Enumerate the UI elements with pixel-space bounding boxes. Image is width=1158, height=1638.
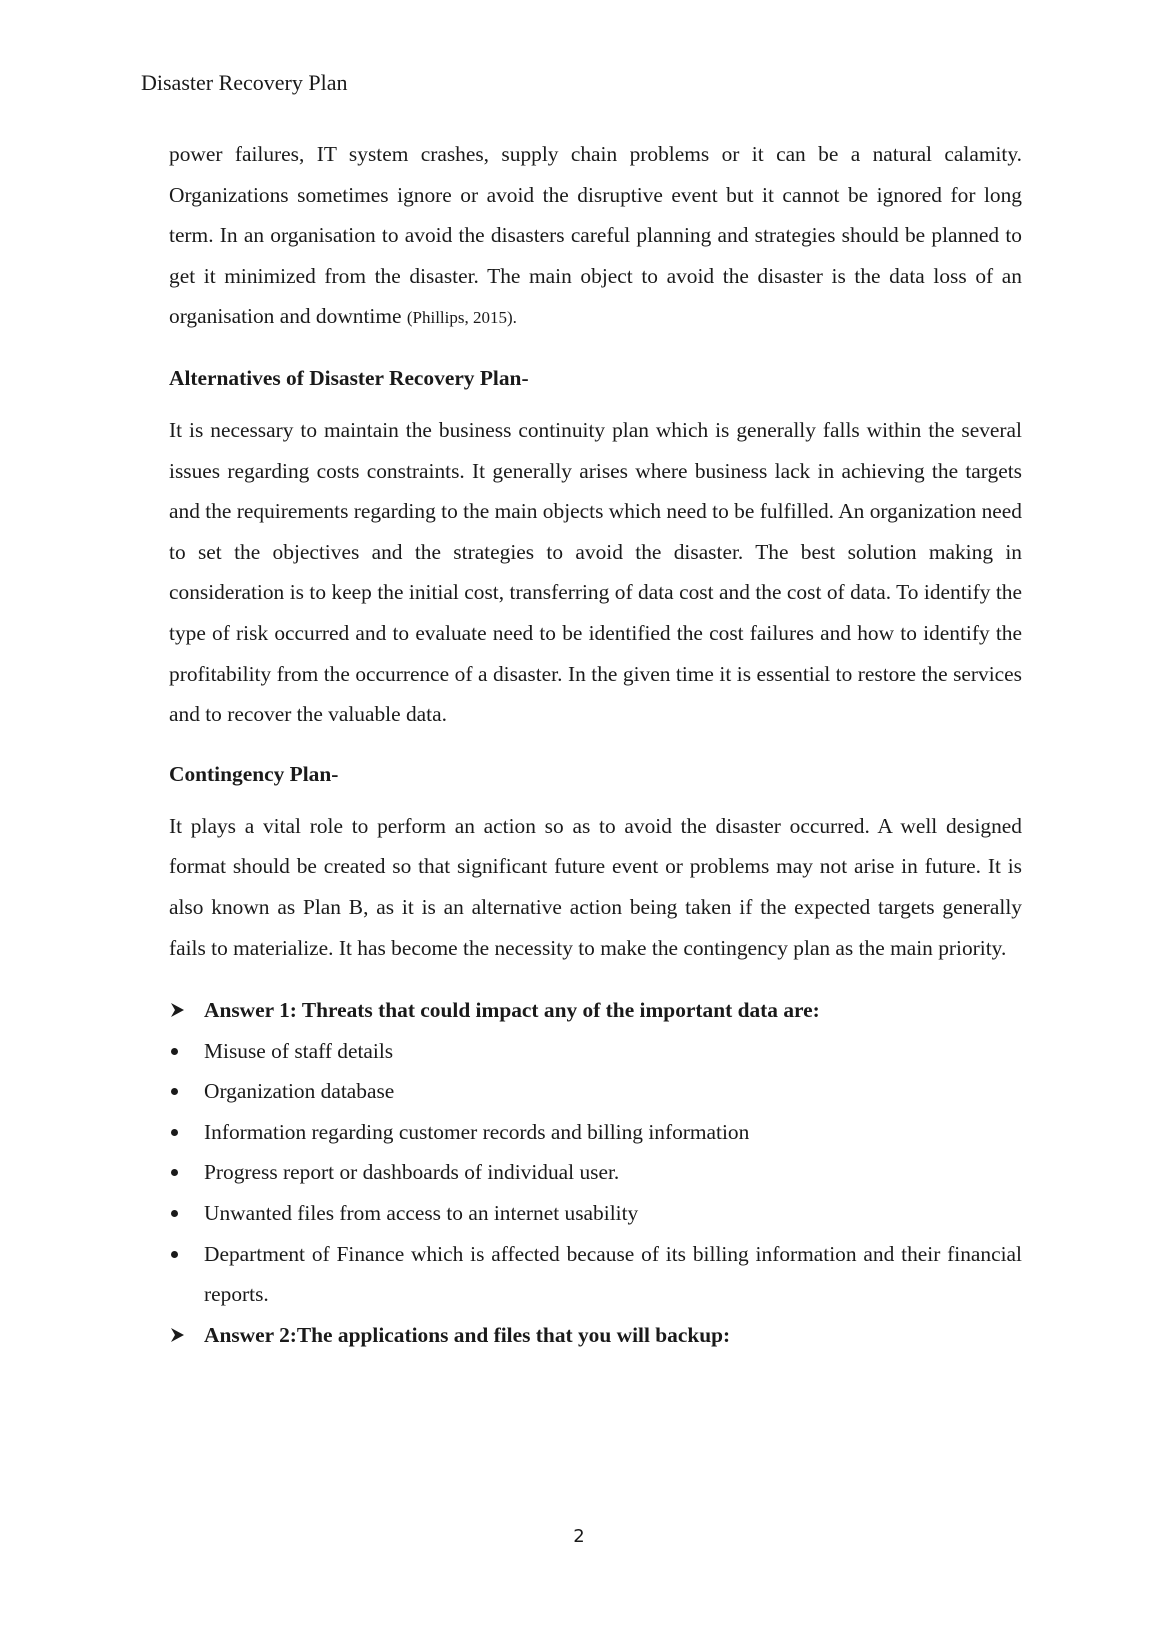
running-header: Disaster Recovery Plan — [141, 70, 348, 95]
list-item: Information regarding customer records and billing information — [169, 1112, 1022, 1153]
answer-2-heading: Answer 2:The applications and files that you will backup: — [169, 1315, 1022, 1356]
page-number: 2 — [573, 1526, 585, 1547]
list-item: Organization database — [169, 1071, 1022, 1112]
bullet-icon — [171, 1169, 178, 1176]
bullet-icon — [171, 1251, 178, 1258]
list-item: Progress report or dashboards of individual user. — [169, 1152, 1022, 1193]
contingency-heading: Contingency Plan- — [169, 761, 339, 786]
list-item: Unwanted files from access to an internet usability — [169, 1193, 1022, 1234]
intro-paragraph — [169, 134, 1022, 339]
bullet-icon — [171, 1088, 178, 1095]
alternatives-paragraph: It is necessary to maintain the business continuity plan which is generally falls within the several issues regarding costs constraints. It generally arises where business lack in achieving the targets and the requirements regarding to the main objects which need to be fulfilled. An organization need to set the objectives and the strategies to avoid the disaster. The best solution making in consideration is to keep the initial cost, transferring of data cost and the cost of data. To identify the type of risk occurred and to evaluate need to be identified the cost failures and how to identify the profitability from the occurrence of a disaster. In the given time it is essential to restore the services and to recover the valuable data. — [169, 417, 1022, 727]
intro-citation: (Phillips, 2015). — [406, 308, 517, 328]
bullet-icon — [171, 1129, 178, 1136]
answer-list — [169, 990, 1022, 1355]
list-item: Misuse of staff details — [169, 1031, 1022, 1072]
list-item: Department of Finance which is affected because of its billing information and their financial reports. — [169, 1234, 1022, 1315]
intro-text: power failures, IT system crashes, supply chain problems or it can be a natural calamity. Organizations sometimes ignore or avoid the disruptive event but it cannot be ignored for long term. In an organisation to avoid the disasters careful planning and strategies should be planned to get it minimized from the disaster. The main object to avoid the disaster is the data loss of an organisation and downtime — [169, 142, 1022, 329]
alternatives-heading: Alternatives of Disaster Recovery Plan- — [169, 365, 529, 390]
document-body — [169, 134, 1022, 1355]
bullet-icon — [171, 1048, 178, 1055]
bullet-icon — [171, 1210, 178, 1217]
arrowhead-bullet-icon — [169, 1327, 185, 1343]
contingency-paragraph: It plays a vital role to perform an action so as to avoid the disaster occurred. A well designed format should be created so that significant future event or problems may not arise in future. It is also known as Plan B, as it is an alternative action being taken if the expected targets generally fails to materialize. It has become the necessity to make the contingency plan as the main priority. — [169, 813, 1022, 960]
arrowhead-bullet-icon — [169, 1002, 185, 1018]
answer-1-heading: Answer 1: Threats that could impact any of the important data are: — [169, 990, 1022, 1031]
